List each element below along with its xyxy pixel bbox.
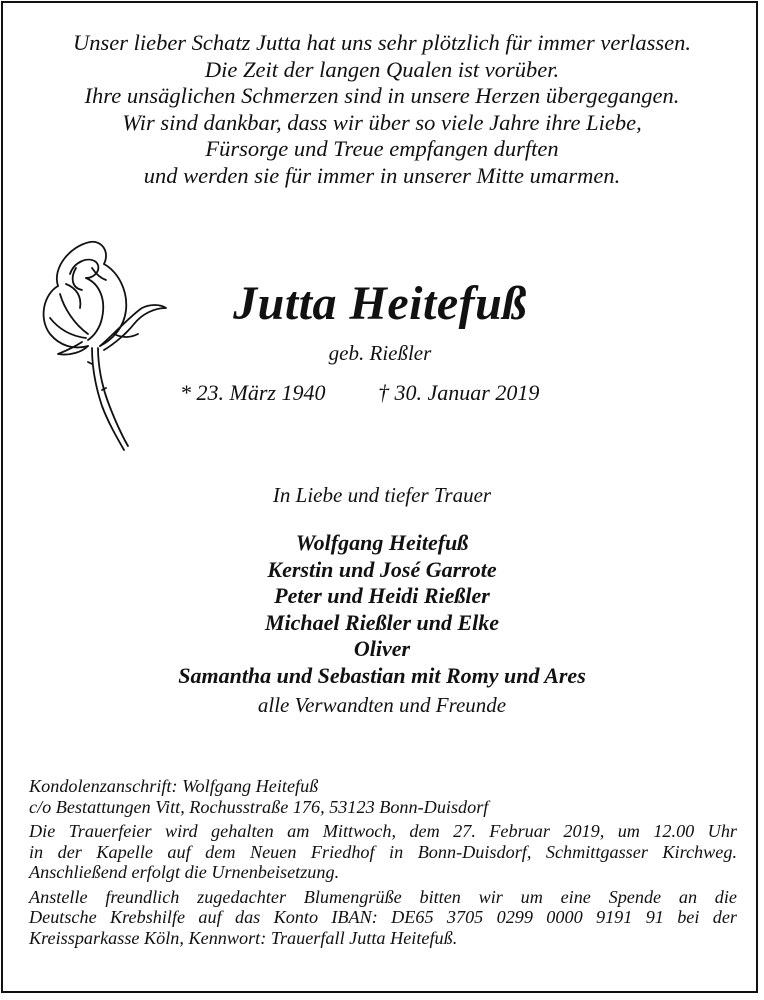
condolence-address xyxy=(29,776,737,817)
condolence-line: Kondolenzanschrift: Wolfgang Heitefuß xyxy=(29,776,319,796)
funeral-line: Die Trauerfeier wird gehalten am Mittwoch, dem 27. Februar 2019, um 12.00 Uhr xyxy=(29,821,737,841)
mourner-name: Peter und Heidi Rießler xyxy=(274,583,490,608)
birth-date: * 23. März 1940 xyxy=(180,380,326,405)
intro-line: Fürsorge und Treue empfangen durften xyxy=(205,136,559,161)
mourners-list xyxy=(0,530,764,689)
mourner-name: Kerstin und José Garrote xyxy=(267,556,497,582)
funeral-line: in der Kapelle auf dem Neuen Friedhof in Bonn-Duisdorf, Schmittgasser Kirchweg. xyxy=(29,841,737,862)
info-section xyxy=(29,776,737,948)
intro-line: Ihre unsäglichen Schmerzen sind in unsere Herzen übergegangen. xyxy=(84,83,680,108)
funeral-line: Anschließend erfolgt die Urnenbeisetzung. xyxy=(29,862,340,882)
relatives-line: alle Verwandten und Freunde xyxy=(257,693,507,717)
mourner-name: Wolfgang Heitefuß xyxy=(295,530,469,555)
donation-line: Kreissparkasse Köln, Kennwort: Trauerfall Jutta Heitefuß. xyxy=(29,927,458,948)
donation-line: Deutsche Krebshilfe auf das Konto IBAN: DE65 3705 0299 0000 9191 91 bei der xyxy=(29,907,737,927)
intro-line: Die Zeit der langen Qualen ist vorüber. xyxy=(204,56,560,82)
mourner-name: Oliver xyxy=(353,636,411,661)
intro-verse xyxy=(0,30,764,189)
intro-line: Wir sind dankbar, dass wir über so viele Jahre ihre Liebe, xyxy=(122,109,642,135)
donation-request xyxy=(29,887,737,949)
mourner-name: Samantha und Sebastian mit Romy und Ares xyxy=(178,662,586,688)
funeral-details xyxy=(29,821,737,883)
mourner-name: Michael Rießler und Elke xyxy=(264,609,500,635)
intro-line: Unser lieber Schatz Jutta hat uns sehr plötzlich für immer verlassen. xyxy=(72,30,692,55)
maiden-name: geb. Rießler xyxy=(328,341,432,365)
donation-line: Anstelle freundlich zugedachter Blumengrüße bitten wir um eine Spende an die xyxy=(29,886,737,907)
deceased-name: Jutta Heitefuß xyxy=(233,277,527,330)
death-date: † 30. Januar 2019 xyxy=(378,380,540,405)
intro-line: und werden sie für immer in unserer Mitte umarmen. xyxy=(143,162,621,188)
rose-drawing-icon xyxy=(30,238,170,454)
condolence-line: c/o Bestattungen Vitt, Rochusstraße 176, 53123 Bonn-Duisdorf xyxy=(29,796,489,817)
mourning-line: In Liebe und tiefer Trauer xyxy=(272,483,492,507)
